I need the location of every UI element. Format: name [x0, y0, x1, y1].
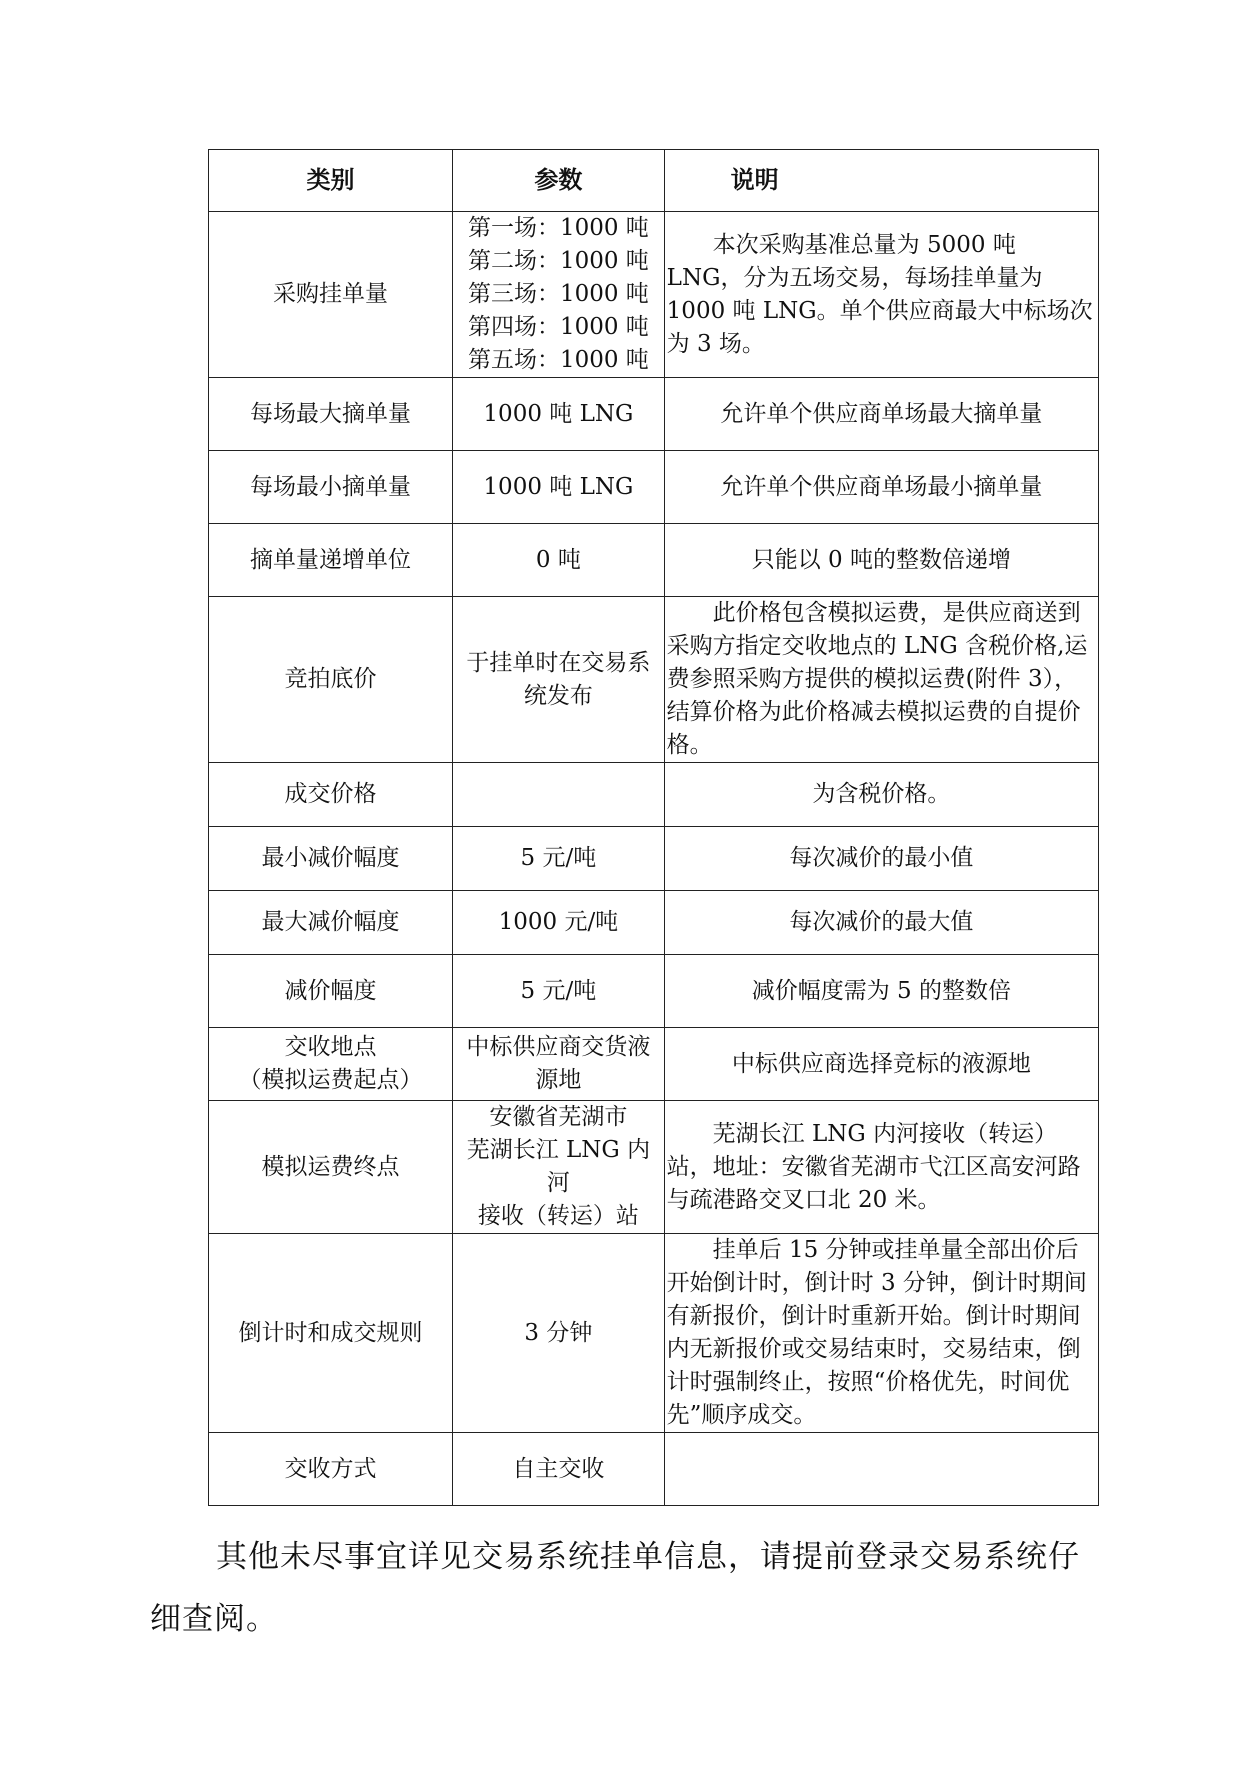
table-row: [209, 1028, 1099, 1101]
table-row: [209, 955, 1099, 1028]
row-desc: 为含税价格。: [664, 763, 1098, 827]
param-line: 第五场：1000 吨: [467, 347, 649, 373]
header-category: 类别: [209, 150, 453, 212]
row-desc: 挂单后 15 分钟或挂单量全部出价后开始倒计时，倒计时 3 分钟，倒计时期间有新报价，倒计时重新开始。倒计时期间内无新报价或交易结束时，交易结束，倒计时强制终止，按照“价格优先，时间优先”顺序成交。: [664, 1234, 1098, 1433]
table-row: [209, 451, 1099, 524]
row-param: [453, 1101, 665, 1234]
row-desc: 允许单个供应商单场最小摘单量: [664, 451, 1098, 524]
param-line: 安徽省芜湖市: [489, 1104, 628, 1130]
parameter-table: [208, 149, 1099, 1506]
category-line: （模拟运费起点）: [238, 1067, 423, 1093]
table-row: [209, 1234, 1099, 1433]
row-category: 交收方式: [209, 1433, 453, 1506]
row-param: 于挂单时在交易系统发布: [453, 597, 665, 763]
table-row: [209, 763, 1099, 827]
table-row: [209, 1101, 1099, 1234]
row-param: 5 元/吨: [453, 827, 665, 891]
param-line: 第一场：1000 吨: [467, 215, 649, 241]
row-category: 倒计时和成交规则: [209, 1234, 453, 1433]
param-line: 第二场：1000 吨: [467, 248, 649, 274]
row-desc: 每次减价的最小值: [664, 827, 1098, 891]
table-row: [209, 827, 1099, 891]
table-row: [209, 378, 1099, 451]
table-row: [209, 524, 1099, 597]
row-param: 3 分钟: [453, 1234, 665, 1433]
closing-paragraph: 其他未尽事宜详见交易系统挂单信息，请提前登录交易系统仔细查阅。: [150, 1539, 1080, 1637]
row-desc: [664, 1433, 1098, 1506]
table-row: [209, 891, 1099, 955]
row-desc: 只能以 0 吨的整数倍递增: [664, 524, 1098, 597]
param-line: 芜湖长江 LNG 内河: [466, 1137, 651, 1196]
row-category: [209, 1028, 453, 1101]
row-category: 最小减价幅度: [209, 827, 453, 891]
row-param: 1000 吨 LNG: [453, 378, 665, 451]
row-param: 中标供应商交货液源地: [453, 1028, 665, 1101]
category-line: 交收地点: [284, 1034, 377, 1060]
row-category: 模拟运费终点: [209, 1101, 453, 1234]
row-category: 竞拍底价: [209, 597, 453, 763]
row-desc: 每次减价的最大值: [664, 891, 1098, 955]
row-category: 摘单量递增单位: [209, 524, 453, 597]
table-row: [209, 597, 1099, 763]
param-line: 第三场：1000 吨: [467, 281, 649, 307]
row-param: [453, 763, 665, 827]
row-desc: 允许单个供应商单场最大摘单量: [664, 378, 1098, 451]
row-desc: 中标供应商选择竞标的液源地: [664, 1028, 1098, 1101]
row-param: 1000 元/吨: [453, 891, 665, 955]
row-category: 成交价格: [209, 763, 453, 827]
param-line: 接收（转运）站: [477, 1203, 639, 1229]
row-param: 1000 吨 LNG: [453, 451, 665, 524]
row-param: 自主交收: [453, 1433, 665, 1506]
row-desc: 本次采购基准总量为 5000 吨 LNG，分为五场交易，每场挂单量为 1000 吨 LNG。单个供应商最大中标场次为 3 场。: [664, 212, 1098, 378]
param-line: 第四场：1000 吨: [467, 314, 649, 340]
header-desc: 说明: [664, 150, 1098, 212]
row-desc: 此价格包含模拟运费，是供应商送到采购方指定交收地点的 LNG 含税价格,运费参照采购方提供的模拟运费(附件 3），结算价格为此价格减去模拟运费的自提价格。: [664, 597, 1098, 763]
row-param: [453, 212, 665, 378]
row-category: 每场最大摘单量: [209, 378, 453, 451]
table-row: [209, 212, 1099, 378]
table-row: [209, 1433, 1099, 1506]
row-category: 最大减价幅度: [209, 891, 453, 955]
row-param: 5 元/吨: [453, 955, 665, 1028]
row-category: 减价幅度: [209, 955, 453, 1028]
row-desc: 芜湖长江 LNG 内河接收（转运）站，地址：安徽省芜湖市弋江区高安河路与疏港路交叉口北 20 米。: [664, 1101, 1098, 1234]
row-desc: 减价幅度需为 5 的整数倍: [664, 955, 1098, 1028]
table-header-row: [209, 150, 1099, 212]
row-param: 0 吨: [453, 524, 665, 597]
row-category: 每场最小摘单量: [209, 451, 453, 524]
header-param: 参数: [453, 150, 665, 212]
row-category: 采购挂单量: [209, 212, 453, 378]
